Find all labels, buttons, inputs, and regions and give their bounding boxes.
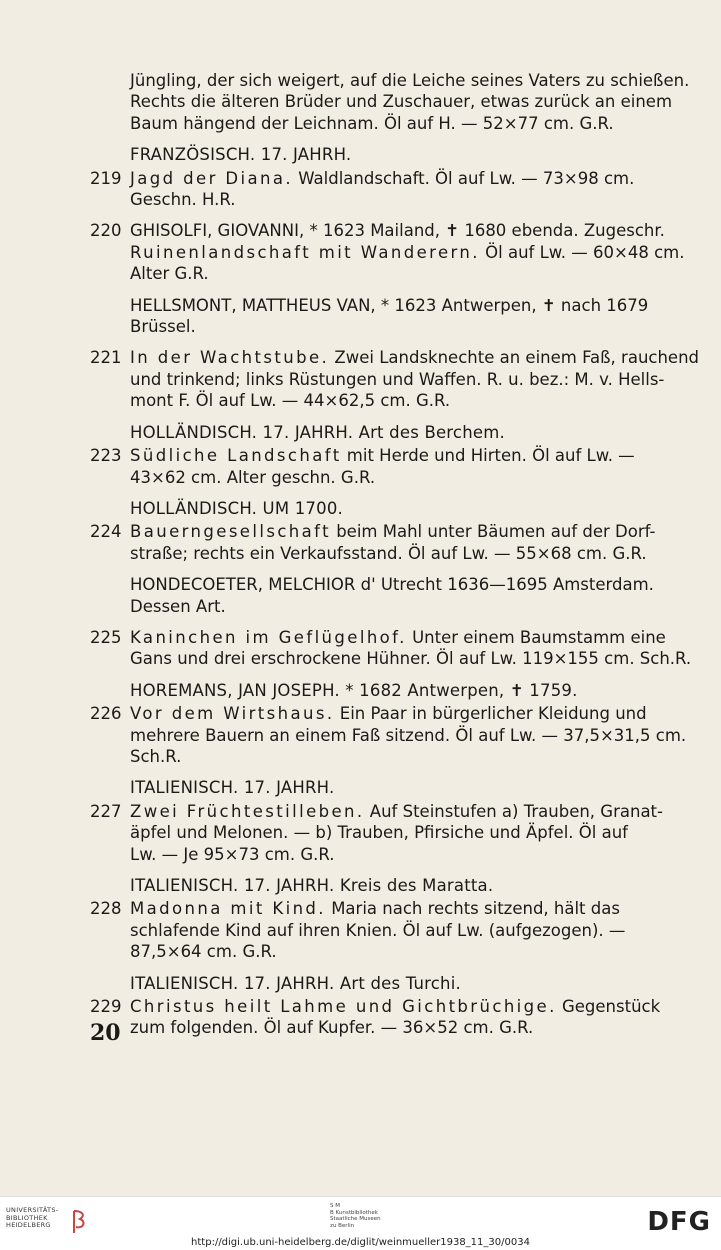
entry-text: Sch.R. bbox=[130, 746, 182, 766]
artwork-title: Südliche Landschaft bbox=[130, 446, 342, 466]
artwork-title: Vor dem Wirtshaus. bbox=[130, 704, 335, 724]
entry-line bbox=[130, 543, 700, 564]
permalink-url[interactable]: http://digi.ub.uni-heidelberg.de/diglit/weinmueller1938_11_30/0034 bbox=[191, 1237, 530, 1248]
entry-line bbox=[130, 996, 700, 1017]
viewer-footer bbox=[0, 1196, 721, 1250]
entry-line bbox=[130, 189, 700, 210]
entry-line bbox=[130, 445, 700, 466]
section-header: HOLLÄNDISCH. 17. JAHRH. Art des Berchem. bbox=[130, 422, 505, 442]
lot-number: 221 bbox=[90, 348, 122, 368]
entry-line bbox=[130, 941, 700, 962]
entry-line bbox=[130, 822, 700, 843]
artwork-title: In der Wachtstube. bbox=[130, 348, 330, 368]
section-header: ITALIENISCH. 17. JAHRH. bbox=[130, 778, 335, 798]
entry-text: 43×62 cm. Alter geschn. G.R. bbox=[130, 467, 376, 487]
lot-number: 225 bbox=[90, 627, 122, 647]
entry-line bbox=[130, 390, 700, 411]
catalog-entry bbox=[90, 898, 700, 962]
catalog-entry bbox=[90, 220, 700, 284]
entry-line bbox=[130, 746, 700, 767]
entry-text: Jüngling, der sich weigert, auf die Leiche seines Vaters zu schießen. bbox=[130, 71, 690, 90]
entry-text: äpfel und Melonen. — b) Trauben, Pfirsiche und Äpfel. Öl auf bbox=[130, 823, 628, 843]
lot-number: 224 bbox=[90, 522, 122, 542]
entry-text: zum folgenden. Öl auf Kupfer. — 36×52 cm. G.R. bbox=[130, 1018, 534, 1038]
entry-line bbox=[130, 521, 700, 542]
heidelberg-seal-icon bbox=[70, 1207, 90, 1235]
lot-number: 219 bbox=[90, 168, 122, 188]
lot-number: 223 bbox=[90, 446, 122, 466]
catalog-entry bbox=[90, 295, 700, 338]
entry-line bbox=[130, 596, 700, 617]
catalog-entry bbox=[90, 996, 700, 1039]
artwork-title: Zwei Früchtestilleben. bbox=[130, 801, 365, 821]
library-name bbox=[6, 1207, 58, 1230]
artwork-title: Jagd der Diana. bbox=[130, 168, 294, 188]
entry-text: Rechts die älteren Brüder und Zuschauer, etwas zurück an einem bbox=[130, 92, 673, 112]
entry-line bbox=[130, 898, 700, 919]
credit-line: zu Berlin bbox=[330, 1222, 355, 1229]
entry-line bbox=[130, 703, 700, 724]
entry-line bbox=[130, 627, 700, 648]
catalog-entry bbox=[90, 70, 700, 134]
library-line: UNIVERSITÄTS- bbox=[6, 1206, 59, 1214]
entry-line bbox=[130, 1017, 700, 1038]
entry-line bbox=[130, 347, 700, 368]
entry-text: straße; rechts ein Verkaufsstand. Öl auf Lw. — 55×68 cm. G.R. bbox=[130, 543, 647, 563]
lot-number: 227 bbox=[90, 801, 122, 821]
lot-number: 220 bbox=[90, 221, 122, 241]
entry-text: Waldlandschaft. Öl auf Lw. — 73×98 cm. bbox=[293, 168, 635, 188]
catalog-entry bbox=[90, 445, 700, 488]
entry-text: GHISOLFI, GIOVANNI, * 1623 Mailand, ✝ 1680 ebenda. Zugeschr. bbox=[130, 221, 665, 241]
entry-line bbox=[130, 725, 700, 746]
catalog-entry bbox=[90, 627, 700, 670]
artwork-title: Bauerngesellschaft bbox=[130, 522, 331, 542]
lot-number: 228 bbox=[90, 899, 122, 919]
entry-text: Gegenstück bbox=[556, 997, 661, 1017]
entry-line bbox=[130, 113, 700, 134]
entry-text: Dessen Art. bbox=[130, 596, 226, 616]
entry-text: HONDECOETER, MELCHIOR d' Utrecht 1636—1695 Amsterdam. bbox=[130, 575, 654, 595]
entry-text: Gans und drei erschrockene Hühner. Öl auf Lw. 119×155 cm. Sch.R. bbox=[130, 649, 692, 669]
library-line: BIBLIOTHEK bbox=[6, 1213, 48, 1222]
entry-line bbox=[130, 467, 700, 488]
entry-text: HELLSMONT, MATTHEUS VAN, * 1623 Antwerpen, ✝ nach 1679 bbox=[130, 295, 649, 315]
entry-text: schlafende Kind auf ihren Knien. Öl auf Lw. (aufgezogen). — bbox=[130, 920, 626, 940]
entry-line bbox=[130, 91, 700, 112]
entry-text: beim Mahl unter Bäumen auf der Dorf- bbox=[330, 522, 656, 542]
entry-text: mit Herde und Hirten. Öl auf Lw. — bbox=[341, 446, 635, 466]
catalog-entry bbox=[90, 574, 700, 617]
entry-line bbox=[130, 844, 700, 865]
entry-text: und trinkend; links Rüstungen und Waffen. R. u. bez.: M. v. Hells- bbox=[130, 369, 665, 389]
entry-text: mehrere Bauern an einem Faß sitzend. Öl auf Lw. — 37,5×31,5 cm. bbox=[130, 725, 687, 745]
entry-line bbox=[130, 920, 700, 941]
section-header: FRANZÖSISCH. 17. JAHRH. bbox=[130, 145, 352, 165]
lot-number: 229 bbox=[90, 997, 122, 1017]
catalog-entry bbox=[90, 703, 700, 767]
credit-line: S M bbox=[330, 1203, 340, 1209]
entry-line bbox=[130, 316, 700, 337]
page-number: 20 bbox=[90, 1020, 121, 1046]
entry-line bbox=[130, 220, 700, 241]
kunstbibliothek-credit bbox=[330, 1203, 390, 1229]
catalog-entry bbox=[90, 521, 700, 564]
section-header: HOLLÄNDISCH. UM 1700. bbox=[130, 498, 343, 518]
catalog-entry bbox=[90, 347, 700, 411]
entry-line bbox=[130, 648, 700, 669]
entry-text: Geschn. H.R. bbox=[130, 190, 236, 210]
library-line: HEIDELBERG bbox=[6, 1221, 51, 1229]
entry-line bbox=[130, 70, 700, 91]
entry-line bbox=[130, 801, 700, 822]
entry-text: 87,5×64 cm. G.R. bbox=[130, 942, 277, 962]
dfg-logo[interactable]: DFG bbox=[647, 1207, 711, 1237]
lot-number: 226 bbox=[90, 704, 122, 724]
artwork-title: Kaninchen im Geflügelhof. bbox=[130, 627, 407, 647]
entry-text: Maria nach rechts sitzend, hält das bbox=[325, 899, 620, 919]
section-header: ITALIENISCH. 17. JAHRH. Art des Turchi. bbox=[130, 973, 461, 993]
entry-text: Lw. — Je 95×73 cm. G.R. bbox=[130, 844, 335, 864]
artwork-title: Madonna mit Kind. bbox=[130, 899, 326, 919]
section-header: HOREMANS, JAN JOSEPH. * 1682 Antwerpen, ✝ 1759. bbox=[130, 680, 578, 700]
entry-line bbox=[130, 295, 700, 316]
catalog-text bbox=[90, 70, 700, 1049]
artwork-title: Ruinenlandschaft mit Wanderern. bbox=[130, 242, 480, 262]
entry-text: Ein Paar in bürgerlicher Kleidung und bbox=[334, 704, 647, 724]
entry-text: Unter einem Baumstamm eine bbox=[406, 627, 666, 647]
entry-text: Baum hängend der Leichnam. Öl auf H. — 52×77 cm. G.R. bbox=[130, 113, 614, 133]
entry-line bbox=[130, 574, 700, 595]
entry-line bbox=[130, 369, 700, 390]
entry-text: Alter G.R. bbox=[130, 264, 209, 284]
university-library-logo[interactable] bbox=[6, 1207, 90, 1237]
entry-text: Zwei Landsknechte an einem Faß, rauchend bbox=[329, 348, 700, 368]
artwork-title: Christus heilt Lahme und Gichtbrüchige. bbox=[130, 997, 557, 1017]
entry-text: Öl auf Lw. — 60×48 cm. bbox=[479, 242, 685, 262]
catalog-entry bbox=[90, 801, 700, 865]
catalog-entry bbox=[90, 168, 700, 211]
credit-line: B Kunstbibliothek bbox=[330, 1209, 378, 1216]
entry-text: Brüssel. bbox=[130, 317, 196, 337]
entry-line bbox=[130, 168, 700, 189]
entry-text: Auf Steinstufen a) Trauben, Granat- bbox=[364, 801, 663, 821]
credit-line: Staatliche Museen bbox=[330, 1216, 381, 1222]
entry-line bbox=[130, 263, 700, 284]
entry-line bbox=[130, 242, 700, 263]
entry-text: mont F. Öl auf Lw. — 44×62,5 cm. G.R. bbox=[130, 391, 451, 411]
section-header: ITALIENISCH. 17. JAHRH. Kreis des Maratta. bbox=[130, 876, 494, 895]
